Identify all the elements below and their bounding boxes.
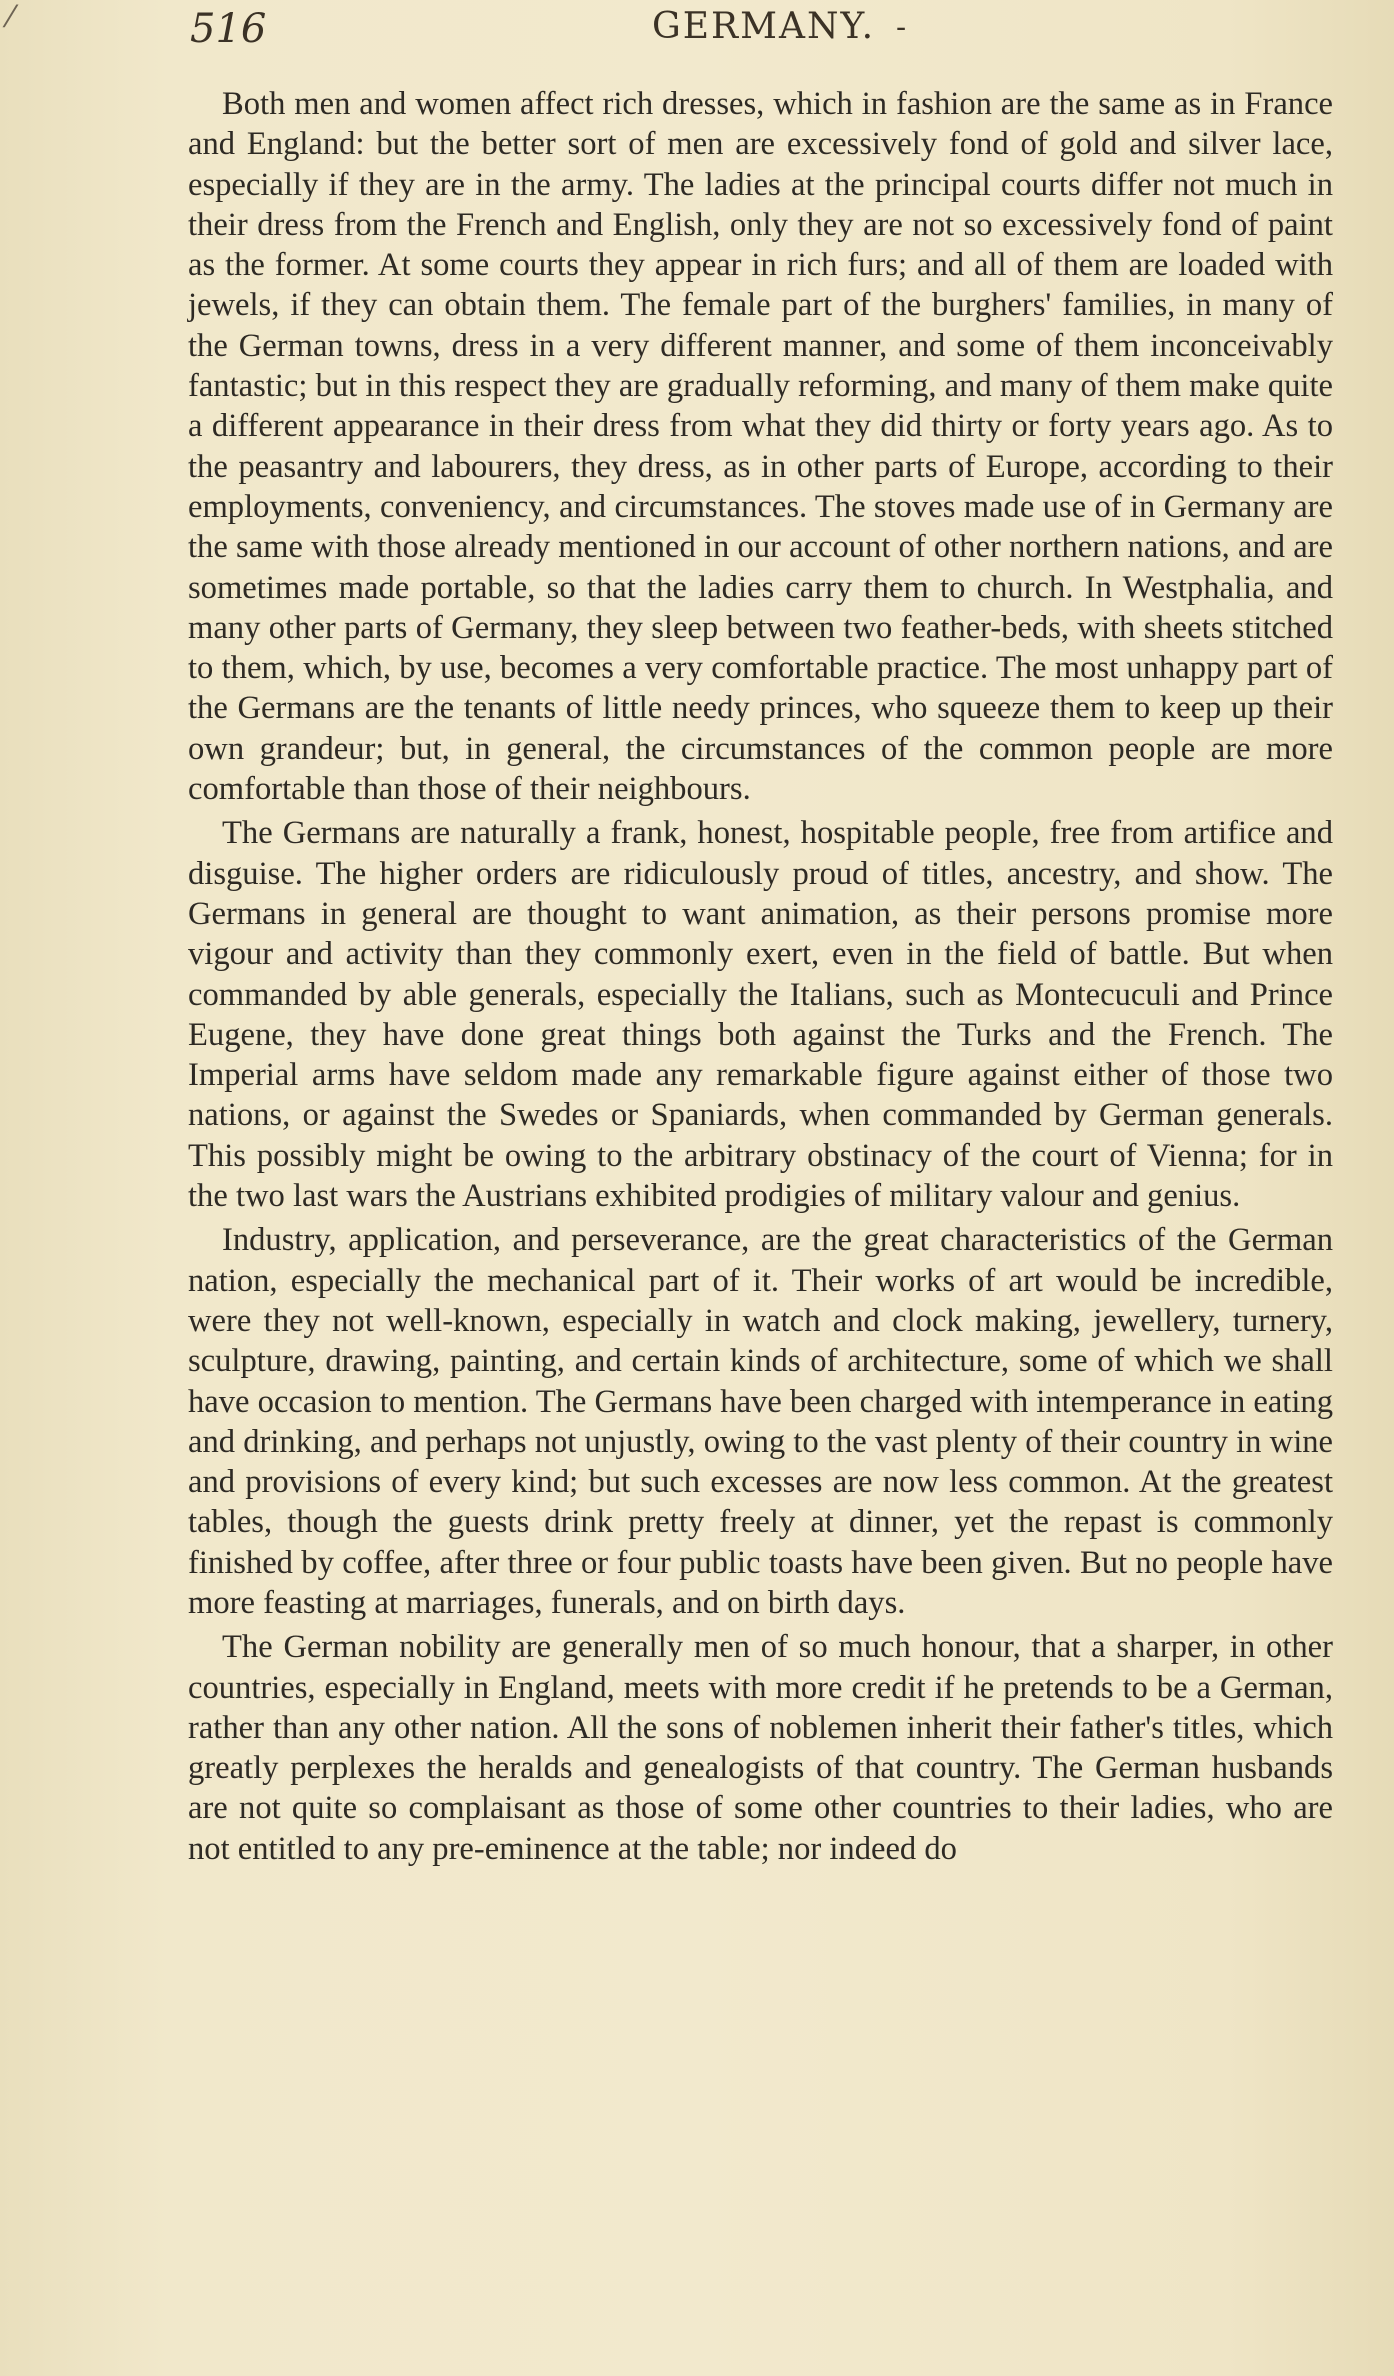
corner-mark: ⁄: [8, 0, 14, 35]
page-number: 516: [190, 6, 267, 52]
running-head-mark: -: [896, 10, 907, 45]
body-text: [188, 84, 1333, 1869]
paragraph-industry: Industry, application, and perseverance, are the great characteristics of the German nation, especially the mechanical part of it. Their works of art would be incredible, were they not well-known, especially in watch and clock making, jewellery, turnery, sculpture, drawing, painting, and certain kinds of architecture, some of which we shall have occasion to mention. The Germans have been charged with intemperance in eating and drinking, and perhaps not unjustly, owing to the vast plenty of their country in wine and provisions of every kind; but such excesses are now less common. At the greatest tables, though the guests drink pretty freely at dinner, yet the repast is commonly finished by coffee, after three or four public toasts have been given. But no people have more feasting at marriages, funerals, and on birth days.: [188, 1222, 1333, 1621]
paragraph-dress: Both men and women affect rich dresses, which in fashion are the same as in France and England: but the better sort of men are excessively fond of gold and silver lace, especially if they are in the army. The ladies at the principal courts differ not much in their dress from the French and English, only they are not so excessively fond of paint as the former. At some courts they appear in rich furs; and all of them are loaded with jewels, if they can obtain them. The female part of the burghers' families, in many of the German towns, dress in a very different manner, and some of them inconceivably fantastic; but in this respect they are gradually reforming, and many of them make quite a different appearance in their dress from what they did thirty or forty years ago. As to the peasantry and labourers, they dress, as in other parts of Europe, according to their employments, conveniency, and circumstances. The stoves made use of in Germany are the same with those already mentioned in our account of other northern nations, and are sometimes made portable, so that the ladies carry them to church. In Westphalia, and many other parts of Germany, they sleep between two feather-beds, with sheets stitched to them, which, by use, becomes a very comfortable practice. The most unhappy part of the Germans are the tenants of little needy princes, who squeeze them to keep up their own grandeur; but, in general, the circumstances of the common people are more comfortable than those of their neighbours.: [188, 86, 1333, 808]
paragraph-nobility: The German nobility are generally men of so much honour, that a sharper, in other countries, especially in England, meets with more credit if he pretends to be a German, rather than any other nation. All the sons of noblemen inherit their father's titles, which greatly perplexes the heralds and genealogists of that country. The German husbands are not quite so complaisant as those of some other countries to their ladies, who are not entitled to any pre-eminence at the table; nor indeed do: [188, 1629, 1333, 1867]
page-header: [190, 6, 1320, 66]
running-head: GERMANY.: [652, 6, 876, 47]
paragraph-character: The Germans are naturally a frank, honest, hospitable people, free from artifice and disguise. The higher orders are ridiculously proud of titles, ancestry, and show. The Germans in general are thought to want animation, as their persons promise more vigour and activity than they commonly exert, even in the field of battle. But when commanded by able generals, especially the Italians, such as Montecuculi and Prince Eugene, they have done great things both against the Turks and the French. The Imperial arms have seldom made any remarkable figure against either of those two nations, or against the Swedes or Spaniards, when commanded by German generals. This possibly might be owing to the arbitrary obstinacy of the court of Vienna; for in the two last wars the Austrians exhibited prodigies of military valour and genius.: [188, 815, 1333, 1215]
